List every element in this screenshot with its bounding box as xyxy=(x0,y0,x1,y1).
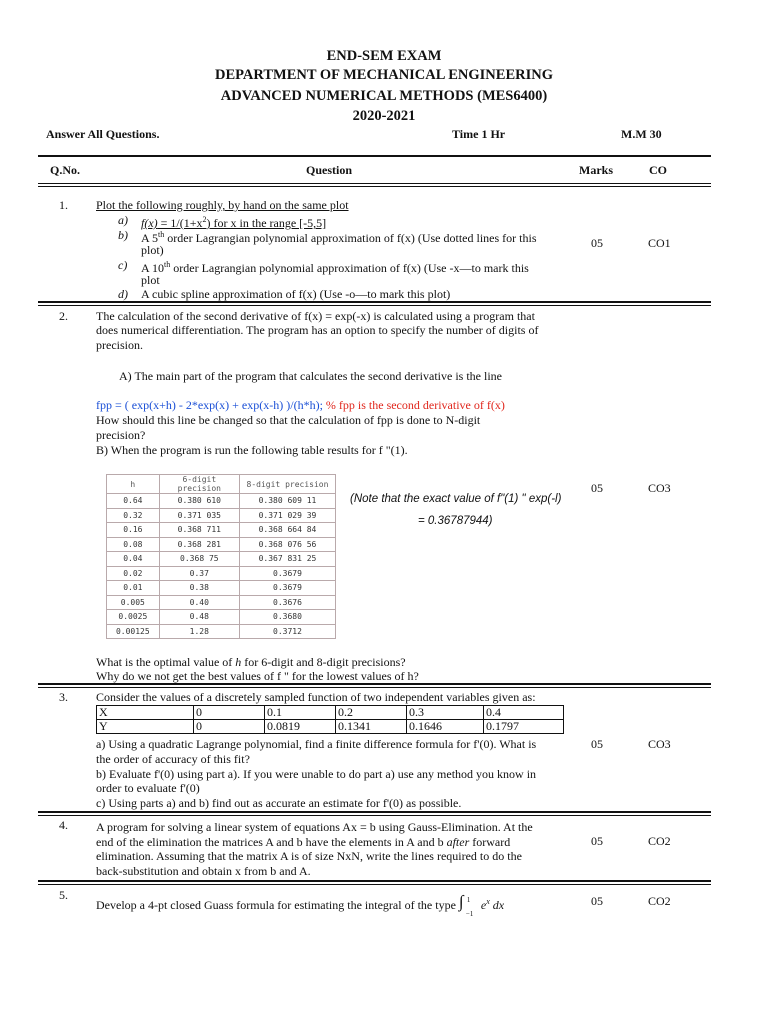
q3-part-c: c) Using parts a) and b) find out as accurate an estimate for f'(0) as possible. xyxy=(96,796,462,810)
table-cell: 0.3676 xyxy=(239,595,335,610)
q4-rule-1 xyxy=(38,880,711,882)
q4-number: 4. xyxy=(59,818,68,832)
q1-b-text: A 5th order Lagrangian polynomial approximation of f(x) (Use dotted lines for this xyxy=(141,230,537,245)
table-cell: 0.64 xyxy=(107,494,160,509)
q4-line2: end of the elimination the matrices A and b have the elements in A and b after forward xyxy=(96,835,511,849)
table-cell: 0.48 xyxy=(159,610,239,625)
q3-part-b-line2: order to evaluate f'(0) xyxy=(96,781,200,795)
q1-a-text: $f(x) = 1/(1+x^2)$ for x in the range [-5,5] xyxy=(141,215,327,230)
precision-table xyxy=(106,474,336,639)
q3-intro: Consider the values of a discretely sampled function of two independent variables given as: xyxy=(96,690,536,704)
q4-rule-2 xyxy=(38,884,711,885)
table-cell: 0.1797 xyxy=(484,720,564,734)
q5-number: 5. xyxy=(59,888,68,902)
table-cell: 0.3712 xyxy=(239,624,335,639)
q2-number: 2. xyxy=(59,309,68,323)
q1-d-text: A cubic spline approximation of f(x) (Use -o—to mark this plot) xyxy=(141,287,451,301)
table-cell: 0.3 xyxy=(407,706,484,720)
q4-co: CO2 xyxy=(648,834,671,848)
table-row xyxy=(97,706,564,720)
table-row xyxy=(107,610,336,625)
table-row xyxy=(107,475,336,494)
table-cell: 0.380 609 11 xyxy=(239,494,335,509)
q1-d-label: d) xyxy=(118,287,128,301)
q2-part-a-question1: How should this line be changed so that the calculation of fpp is done to N-digit xyxy=(96,413,481,427)
q2-para-line3: precision. xyxy=(96,338,143,352)
q2-note-line1: (Note that the exact value of f"(1) " exp(-l) xyxy=(350,493,562,505)
col-marks: Marks xyxy=(579,163,613,177)
exam-title: END-SEM EXAM xyxy=(326,48,442,64)
q2-co: CO3 xyxy=(648,481,671,495)
q3-rule-2 xyxy=(38,815,711,816)
q4-line3: elimination. Assuming that the matrix A is of size NxN, write the lines required to do the xyxy=(96,849,522,863)
table-cell: 0.3680 xyxy=(239,610,335,625)
q5-co: CO2 xyxy=(648,894,671,908)
q2-part-b: B) When the program is run the following table results for f "(1). xyxy=(96,443,408,457)
table-cell: 0 xyxy=(194,706,265,720)
q3-co: CO3 xyxy=(648,737,671,751)
q5-marks: 05 xyxy=(591,894,603,908)
q4-line1: A program for solving a linear system of equations Ax = b using Gauss-Elimination. At the xyxy=(96,820,533,834)
q4-marks: 05 xyxy=(591,834,603,848)
table-cell: 0.02 xyxy=(107,566,160,581)
table-row xyxy=(107,494,336,509)
col-qno: Q.No. xyxy=(50,163,80,177)
table-cell: 1.28 xyxy=(159,624,239,639)
table-top-rule xyxy=(38,155,711,157)
q1-c-text: A 10th order Lagrangian polynomial approximation of f(x) (Use -x—to mark this xyxy=(141,260,529,275)
q2-note-line2: = 0.36787944) xyxy=(418,515,493,527)
q3-part-a-line2: the order of accuracy of this fit? xyxy=(96,752,250,766)
q2-para-line2: does numerical differentiation. The program has an option to specify the number of digits of xyxy=(96,323,539,337)
table-cell: 0.0819 xyxy=(265,720,336,734)
q2-para-line1: The calculation of the second derivative of f(x) = exp(-x) is calculated using a program that xyxy=(96,309,535,323)
q1-c-cont: plot xyxy=(141,273,160,287)
q3-part-a-line1: a) Using a quadratic Lagrange polynomial, find a finite difference formula for f'(0). What is xyxy=(96,737,537,751)
table-cell: X xyxy=(97,706,194,720)
table-row xyxy=(107,624,336,639)
header-rule-2 xyxy=(38,186,711,187)
q1-co: CO1 xyxy=(648,236,671,250)
q3-number: 3. xyxy=(59,690,68,704)
table-row xyxy=(107,552,336,567)
table-cell: 0.3679 xyxy=(239,566,335,581)
q2-marks: 05 xyxy=(591,481,603,495)
q1-a-label: a) xyxy=(118,213,128,227)
table-cell: 0.01 xyxy=(107,581,160,596)
table-cell: 0.368 281 xyxy=(159,537,239,552)
table-row xyxy=(107,537,336,552)
table-row xyxy=(107,566,336,581)
q4-line4: back-substitution and obtain x from b and A. xyxy=(96,864,311,878)
q3-rule-1 xyxy=(38,811,711,813)
table-cell: 0.16 xyxy=(107,523,160,538)
table-cell: 0.38 xyxy=(159,581,239,596)
table-cell: 0 xyxy=(194,720,265,734)
table-cell: 0.32 xyxy=(107,508,160,523)
q1-intro: Plot the following roughly, by hand on the same plot xyxy=(96,198,349,212)
q1-b-cont: plot) xyxy=(141,243,164,257)
table-cell: 0.08 xyxy=(107,537,160,552)
header-rule-1 xyxy=(38,183,711,184)
q2-part-b-question2: Why do we not get the best values of f " for the lowest values of h? xyxy=(96,669,419,683)
q1-c-label: c) xyxy=(118,258,128,272)
q1-marks: 05 xyxy=(591,236,603,250)
q3-part-b-line1: b) Evaluate f'(0) using part a). If you were unable to do part a) use any method you know in xyxy=(96,767,537,781)
department-title: DEPARTMENT OF MECHANICAL ENGINEERING xyxy=(215,67,553,83)
table-cell: 0.4 xyxy=(484,706,564,720)
table-cell: 0.368 076 56 xyxy=(239,537,335,552)
col-co: CO xyxy=(649,163,667,177)
q5-text: Develop a 4-pt closed Guass formula for estimating the integral of the type ∫ 1 −1 $e^x$ dx xyxy=(96,892,505,919)
table-cell: 0.37 xyxy=(159,566,239,581)
q1-rule-1 xyxy=(38,301,711,303)
table-row xyxy=(107,508,336,523)
table-cell: 0.367 831 25 xyxy=(239,552,335,567)
table-cell: 0.368 664 84 xyxy=(239,523,335,538)
table-cell: 0.00125 xyxy=(107,624,160,639)
col-question: Question xyxy=(306,163,353,177)
table-cell: 0.371 029 39 xyxy=(239,508,335,523)
course-title: ADVANCED NUMERICAL METHODS (MES6400) xyxy=(220,88,548,104)
table-cell: 0.40 xyxy=(159,595,239,610)
table-cell: Y xyxy=(97,720,194,734)
q1-b-label: b) xyxy=(118,228,128,242)
integral-sign: ∫ 1 −1 xyxy=(458,892,474,919)
q2-rule-1 xyxy=(38,683,711,685)
q3-marks: 05 xyxy=(591,737,603,751)
q2-part-a-question2: precision? xyxy=(96,428,146,442)
q2-code-line: fpp = ( exp(x+h) - 2*exp(x) + exp(x-h) )/(h*h); % fpp is the second derivative of f(x) xyxy=(96,398,505,412)
table-cell: 0.1 xyxy=(265,706,336,720)
table-cell: 0.1646 xyxy=(407,720,484,734)
table-cell: 0.1341 xyxy=(336,720,407,734)
table-cell: 0.3679 xyxy=(239,581,335,596)
time-limit: Time 1 Hr xyxy=(452,127,506,141)
table-cell: 0.368 75 xyxy=(159,552,239,567)
table-row xyxy=(97,720,564,734)
table-cell: 0.04 xyxy=(107,552,160,567)
table-row xyxy=(107,523,336,538)
table-cell: 0.380 610 xyxy=(159,494,239,509)
table-cell: 0.0025 xyxy=(107,610,160,625)
table-row xyxy=(107,581,336,596)
academic-year: 2020-2021 xyxy=(352,108,416,124)
table-cell: 0.2 xyxy=(336,706,407,720)
q1-number: 1. xyxy=(59,198,68,212)
table-cell: 0.005 xyxy=(107,595,160,610)
table-header-cell: 6-digit precision xyxy=(159,475,239,494)
q2-rule-2 xyxy=(38,687,711,688)
table-cell: 0.371 035 xyxy=(159,508,239,523)
table-row xyxy=(107,595,336,610)
instructions: Answer All Questions. xyxy=(46,127,160,141)
table-header-cell: h xyxy=(107,475,160,494)
q1-rule-2 xyxy=(38,305,711,306)
table-cell: 0.368 711 xyxy=(159,523,239,538)
q2-part-a: A) The main part of the program that calculates the second derivative is the line xyxy=(119,369,502,383)
table-header-cell: 8-digit precision xyxy=(239,475,335,494)
q2-part-b-question1: What is the optimal value of h for 6-digit and 8-digit precisions? xyxy=(96,655,406,669)
xy-data-table xyxy=(96,705,564,734)
max-marks: M.M 30 xyxy=(621,127,662,141)
